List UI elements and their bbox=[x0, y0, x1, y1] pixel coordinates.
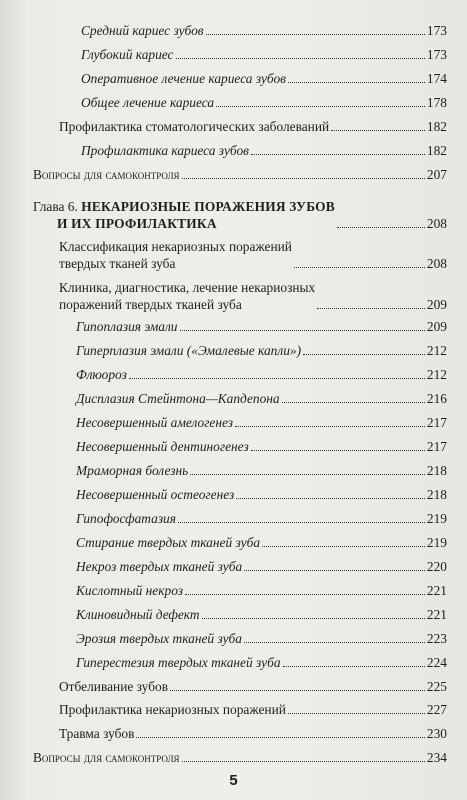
toc-entry bbox=[76, 318, 447, 335]
toc-entry-page: 207 bbox=[426, 167, 447, 182]
chapter-prefix: Глава 6. bbox=[33, 199, 78, 214]
toc-entry bbox=[81, 70, 447, 87]
toc-entry bbox=[76, 366, 447, 383]
toc-entry bbox=[76, 462, 447, 479]
toc-entry bbox=[59, 279, 447, 313]
dot-leader bbox=[180, 329, 425, 331]
toc-entry-page: 218 bbox=[426, 487, 447, 502]
toc-entry bbox=[81, 142, 447, 159]
toc-entry-title: Вопросы для самоконтроля bbox=[33, 167, 180, 182]
toc-entry-title: Гипофосфатазия bbox=[76, 511, 176, 526]
toc-entry bbox=[59, 118, 447, 135]
toc-entry-title: Средний кариес зубов bbox=[81, 23, 204, 38]
toc-entry bbox=[33, 749, 447, 766]
toc-entry bbox=[81, 94, 447, 111]
toc-entry-page: 212 bbox=[426, 367, 447, 382]
toc-entry bbox=[76, 390, 447, 407]
toc-entry bbox=[81, 46, 447, 63]
chapter-title-line1: НЕКАРИОЗНЫЕ ПОРАЖЕНИЯ ЗУБОВ bbox=[81, 199, 335, 214]
dot-leader bbox=[244, 641, 425, 643]
dot-leader bbox=[136, 736, 424, 738]
toc-entry-page: 221 bbox=[426, 607, 447, 622]
toc-entry-page: 208 bbox=[426, 256, 447, 271]
toc-entry-title: Несовершенный дентиногенез bbox=[76, 439, 249, 454]
dot-leader bbox=[202, 617, 425, 619]
dot-leader bbox=[185, 593, 425, 595]
toc-entry bbox=[76, 414, 447, 431]
toc-entry-title: Некроз твердых тканей зуба bbox=[76, 559, 243, 574]
toc-entry-title: Гиперплазия эмали («Эмалевые капли») bbox=[76, 343, 302, 358]
toc-entry-title: Флюороз bbox=[76, 367, 127, 382]
dot-leader bbox=[283, 665, 425, 667]
dot-leader bbox=[216, 105, 425, 107]
toc-entry-page: 230 bbox=[426, 726, 447, 741]
dot-leader bbox=[331, 129, 425, 131]
toc-entry-page: 212 bbox=[426, 343, 447, 358]
toc-entry-page: 209 bbox=[426, 297, 447, 312]
toc-entry-title: Профилактика кариеса зубов bbox=[81, 143, 249, 158]
toc-entry bbox=[76, 630, 447, 647]
toc-entry bbox=[76, 486, 447, 503]
chapter-title-line2: И ИХ ПРОФИЛАКТИКА bbox=[57, 216, 217, 231]
dot-leader bbox=[190, 473, 425, 475]
toc-entry-title: Дисплазия Стейнтона—Капдепона bbox=[76, 391, 280, 406]
dot-leader bbox=[337, 226, 425, 228]
toc-entry-page: 225 bbox=[426, 679, 447, 694]
dot-leader bbox=[288, 81, 425, 83]
toc-entry-page: 227 bbox=[426, 702, 447, 717]
toc-entry-title-line2: твердых тканей зуба bbox=[59, 256, 176, 271]
dot-leader bbox=[176, 57, 425, 59]
toc-entry-title: Профилактика стоматологических заболеваний bbox=[59, 119, 330, 134]
toc-entry-title: Отбеливание зубов bbox=[59, 679, 169, 694]
toc-entry-page: 218 bbox=[426, 463, 447, 478]
toc-entry-page: 173 bbox=[426, 23, 447, 38]
toc-entry-title: Глубокий кариес bbox=[81, 47, 174, 62]
toc-entry bbox=[76, 654, 447, 671]
dot-leader bbox=[182, 760, 425, 762]
toc-entry bbox=[76, 582, 447, 599]
toc-entry-page: 221 bbox=[426, 583, 447, 598]
dot-leader bbox=[303, 353, 425, 355]
toc-entry-title: Мраморная болезнь bbox=[76, 463, 189, 478]
toc-entry-page: 208 bbox=[426, 216, 447, 231]
toc-entry-title: Клиновидный дефект bbox=[76, 607, 200, 622]
toc-entry bbox=[59, 678, 447, 695]
toc-entry bbox=[76, 534, 447, 551]
toc-entry bbox=[33, 166, 447, 183]
toc-entry-title: Эрозия твердых тканей зуба bbox=[76, 631, 242, 646]
toc-entry-page: 182 bbox=[426, 143, 447, 158]
dot-leader bbox=[235, 425, 425, 427]
toc-entry bbox=[76, 510, 447, 527]
toc-entry-page: 209 bbox=[426, 319, 447, 334]
toc-entry-title-line1: Клиника, диагностика, лечение некариозных bbox=[59, 280, 316, 295]
dot-leader bbox=[251, 153, 425, 155]
toc-entry-title: Несовершенный остеогенез bbox=[76, 487, 235, 502]
page-number: 5 bbox=[229, 772, 238, 789]
dot-leader bbox=[294, 266, 425, 268]
dot-leader bbox=[251, 449, 425, 451]
toc-entry bbox=[76, 342, 447, 359]
toc-entry-page: 223 bbox=[426, 631, 447, 646]
dot-leader bbox=[317, 307, 425, 309]
toc-entry bbox=[59, 701, 447, 718]
dot-leader bbox=[182, 177, 425, 179]
toc-entry-page: 182 bbox=[426, 119, 447, 134]
toc-entry bbox=[59, 725, 447, 742]
toc-entry-title: Гипоплазия эмали bbox=[76, 319, 178, 334]
toc-entry-title-line2: поражений твердых тканей зуба bbox=[59, 297, 242, 312]
toc-entry-page: 217 bbox=[426, 415, 447, 430]
toc-entry bbox=[81, 22, 447, 39]
toc-entry-title: Оперативное лечение кариеса зубов bbox=[81, 71, 286, 86]
toc-entry-page: 219 bbox=[426, 535, 447, 550]
dot-leader bbox=[170, 689, 425, 691]
toc-entry-title: Гиперестезия твердых тканей зуба bbox=[76, 655, 281, 670]
toc-entry-page: 173 bbox=[426, 47, 447, 62]
toc-entry-page: 174 bbox=[426, 71, 447, 86]
toc-entry-title: Профилактика некариозных поражений bbox=[59, 702, 286, 717]
toc-entry bbox=[76, 606, 447, 623]
chapter-heading bbox=[33, 198, 447, 232]
dot-leader bbox=[288, 712, 425, 714]
dot-leader bbox=[282, 401, 425, 403]
dot-leader bbox=[206, 33, 425, 35]
toc-entry-page: 178 bbox=[426, 95, 447, 110]
dot-leader bbox=[236, 497, 425, 499]
toc-entry-title: Вопросы для самоконтроля bbox=[33, 750, 180, 765]
toc-entry-title: Кислотный некроз bbox=[76, 583, 183, 598]
toc-entry-page: 217 bbox=[426, 439, 447, 454]
toc-entry-page: 220 bbox=[426, 559, 447, 574]
toc-entry-title-line1: Классификация некариозных поражений bbox=[59, 239, 292, 254]
toc-entry-page: 224 bbox=[426, 655, 447, 670]
toc-entry-title: Травма зубов bbox=[59, 726, 135, 741]
toc-entry-page: 219 bbox=[426, 511, 447, 526]
dot-leader bbox=[262, 545, 425, 547]
dot-leader bbox=[178, 521, 425, 523]
toc-entry-page: 234 bbox=[426, 750, 447, 765]
toc-entry bbox=[59, 238, 447, 272]
toc-entry-title: Стирание твердых тканей зуба bbox=[76, 535, 261, 550]
dot-leader bbox=[244, 569, 425, 571]
toc-entry-title: Несовершенный амелогенез bbox=[76, 415, 233, 430]
dot-leader bbox=[129, 377, 425, 379]
toc-entry bbox=[76, 438, 447, 455]
toc-entry-page: 216 bbox=[426, 391, 447, 406]
toc-entry bbox=[76, 558, 447, 575]
toc-entry-title: Общее лечение кариеса bbox=[81, 95, 215, 110]
